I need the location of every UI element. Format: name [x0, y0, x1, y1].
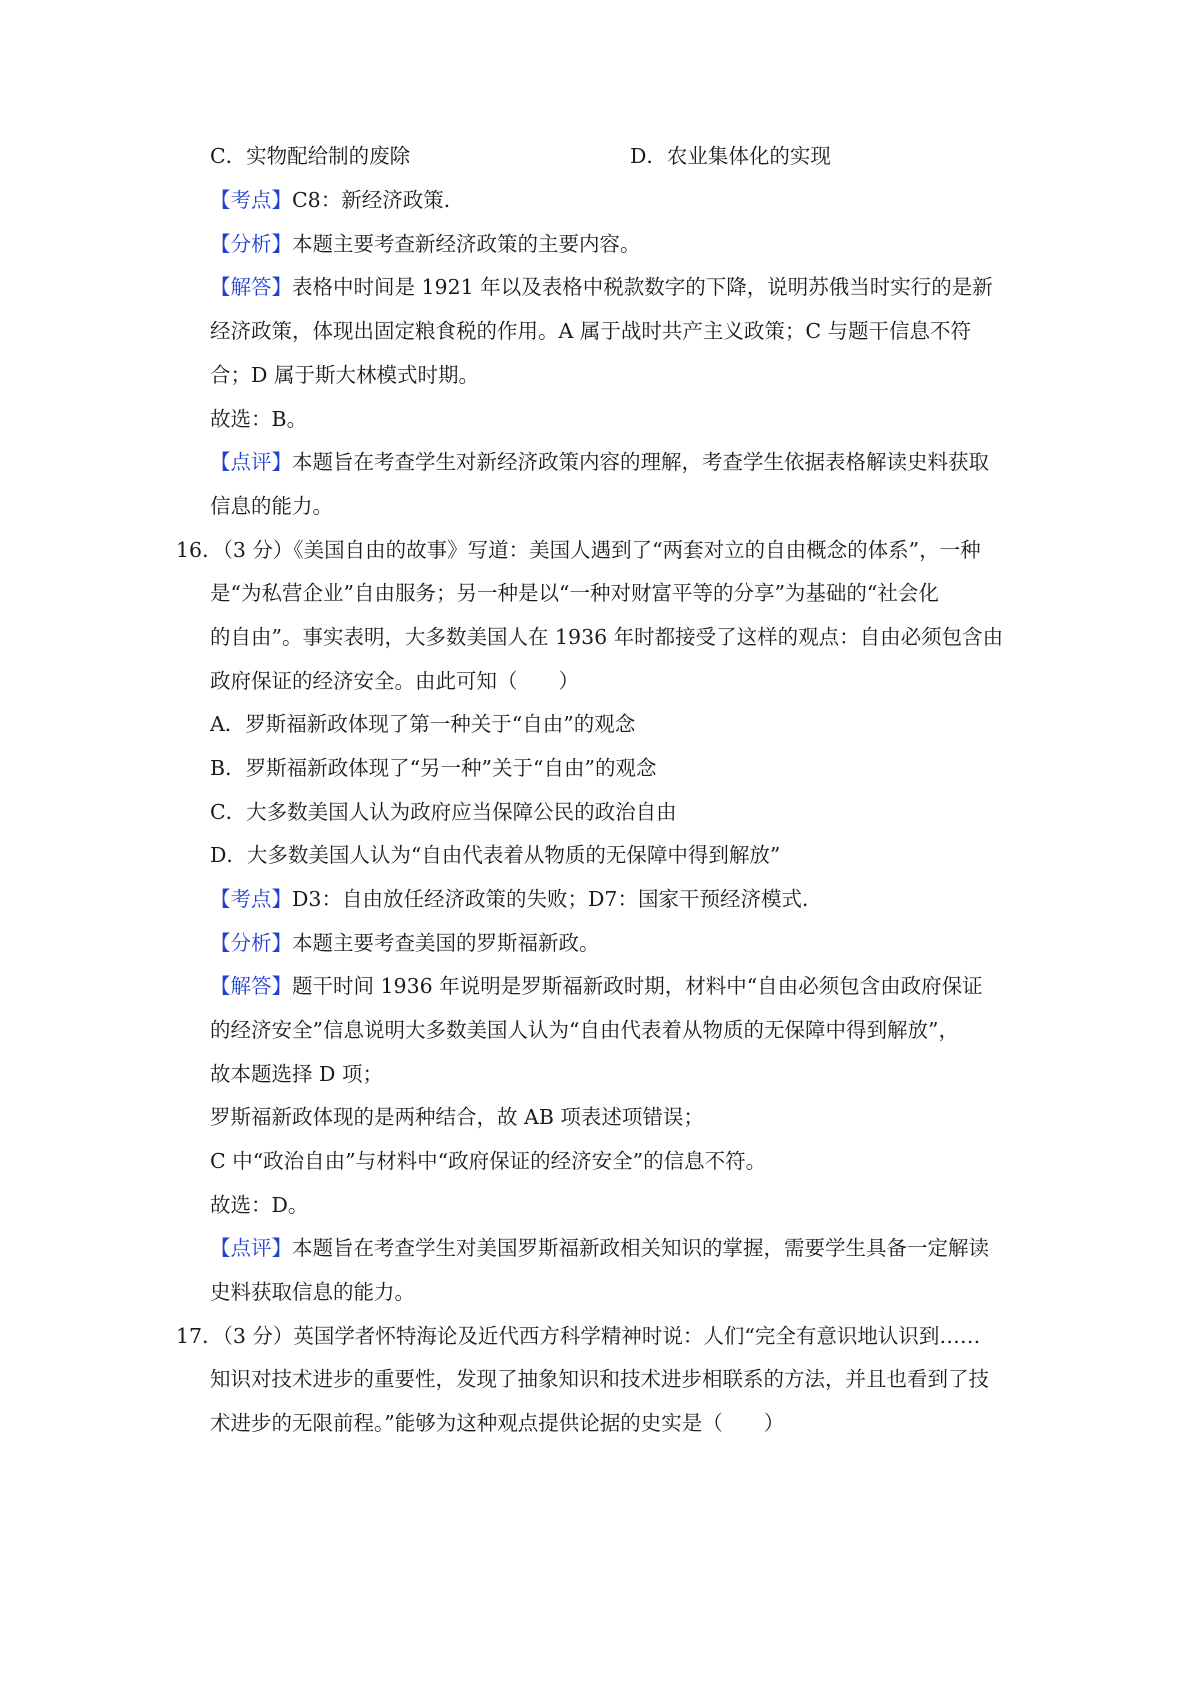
q17-stem-line-2: 知识对技术进步的重要性，发现了抽象知识和技术进步相联系的方法，并且也看到了技 — [210, 1367, 989, 1391]
q16-option-b[interactable]: B．罗斯福新政体现了“另一种”关于“自由”的观念 — [210, 756, 657, 780]
q16-jieda — [210, 971, 1030, 1001]
jieda-tag: 【解答】 — [210, 275, 292, 299]
q15-option-d[interactable]: D．农业集体化的实现 — [630, 144, 831, 168]
q17-stem-line-3: 术进步的无限前程。”能够为这种观点提供论据的史实是（ ） — [210, 1411, 785, 1435]
q16-option-a[interactable]: A．罗斯福新政体现了第一种关于“自由”的观念 — [210, 712, 636, 736]
q15-jieda-line-3: 合；D 属于斯大林模式时期。 — [210, 363, 479, 387]
q15-jieda — [210, 272, 1030, 302]
q16-stem-line-1: 16．（3 分）《美国自由的故事》写道：美国人遇到了“两套对立的自由概念的体系”，一种 — [176, 538, 981, 562]
q16-dianping — [210, 1233, 1030, 1263]
q16-jieda-line-2: 的经济安全”信息说明大多数美国人认为“自由代表着从物质的无保障中得到解放”， — [210, 1018, 959, 1042]
q16-jieda-line-3: 故本题选择 D 项； — [210, 1062, 383, 1086]
q16-dianping-line-2: 史料获取信息的能力。 — [210, 1280, 415, 1304]
q16-stem-line-3: 的自由”。事实表明，大多数美国人在 1936 年时都接受了这样的观点：自由必须包含由 — [210, 625, 1004, 649]
q15-option-c[interactable]: C．实物配给制的废除 — [210, 144, 411, 168]
q17-stem-line-1: 17．（3 分）英国学者怀特海论及近代西方科学精神时说：人们“完全有意识地认识到…… — [176, 1324, 981, 1348]
kaodian-tag: 【考点】 — [210, 188, 292, 212]
kaodian-tag: 【考点】 — [210, 887, 292, 911]
q15-dianping — [210, 447, 1030, 477]
q16-option-c[interactable]: C．大多数美国人认为政府应当保障公民的政治自由 — [210, 800, 677, 824]
q15-jieda-line-1: 表格中时间是 1921 年以及表格中税款数字的下降，说明苏俄当时实行的是新 — [292, 275, 993, 299]
fenxi-tag: 【分析】 — [210, 232, 292, 256]
q16-kaodian — [210, 884, 1030, 914]
q15-jieda-line-2: 经济政策，体现出固定粮食税的作用。A 属于战时共产主义政策；C 与题干信息不符 — [210, 319, 972, 343]
q16-jieda-line-1: 题干时间 1936 年说明是罗斯福新政时期，材料中“自由必须包含由政府保证 — [292, 974, 983, 998]
q15-options-row — [210, 141, 1030, 171]
q15-dianping-line-1: 本题旨在考查学生对新经济政策内容的理解，考查学生依据表格解读史料获取 — [292, 450, 989, 474]
q16-kaodian-text: D3：自由放任经济政策的失败；D7：国家干预经济模式． — [292, 887, 823, 911]
q16-dianping-line-1: 本题旨在考查学生对美国罗斯福新政相关知识的掌握，需要学生具备一定解读 — [292, 1236, 989, 1260]
dianping-tag: 【点评】 — [210, 450, 292, 474]
q16-fenxi — [210, 928, 1030, 958]
q16-answer: 故选：D。 — [210, 1193, 309, 1217]
q15-answer: 故选：B。 — [210, 407, 308, 431]
q16-stem-line-4: 政府保证的经济安全。由此可知（ ） — [210, 669, 579, 693]
q15-kaodian — [210, 185, 1030, 215]
q15-fenxi — [210, 229, 1030, 259]
jieda-tag: 【解答】 — [210, 974, 292, 998]
q16-option-d[interactable]: D．大多数美国人认为“自由代表着从物质的无保障中得到解放” — [210, 843, 781, 867]
q15-kaodian-text: C8：新经济政策． — [292, 188, 465, 212]
fenxi-tag: 【分析】 — [210, 931, 292, 955]
q16-jieda-line-5: C 中“政治自由”与材料中“政府保证的经济安全”的信息不符。 — [210, 1149, 767, 1173]
q16-jieda-line-4: 罗斯福新政体现的是两种结合，故 AB 项表述项错误； — [210, 1105, 704, 1129]
q15-dianping-line-2: 信息的能力。 — [210, 494, 333, 518]
q15-fenxi-text: 本题主要考查新经济政策的主要内容。 — [292, 232, 641, 256]
q16-fenxi-text: 本题主要考查美国的罗斯福新政。 — [292, 931, 600, 955]
q16-stem-line-2: 是“为私营企业”自由服务；另一种是以“一种对财富平等的分享”为基础的“社会化 — [210, 581, 939, 605]
dianping-tag: 【点评】 — [210, 1236, 292, 1260]
